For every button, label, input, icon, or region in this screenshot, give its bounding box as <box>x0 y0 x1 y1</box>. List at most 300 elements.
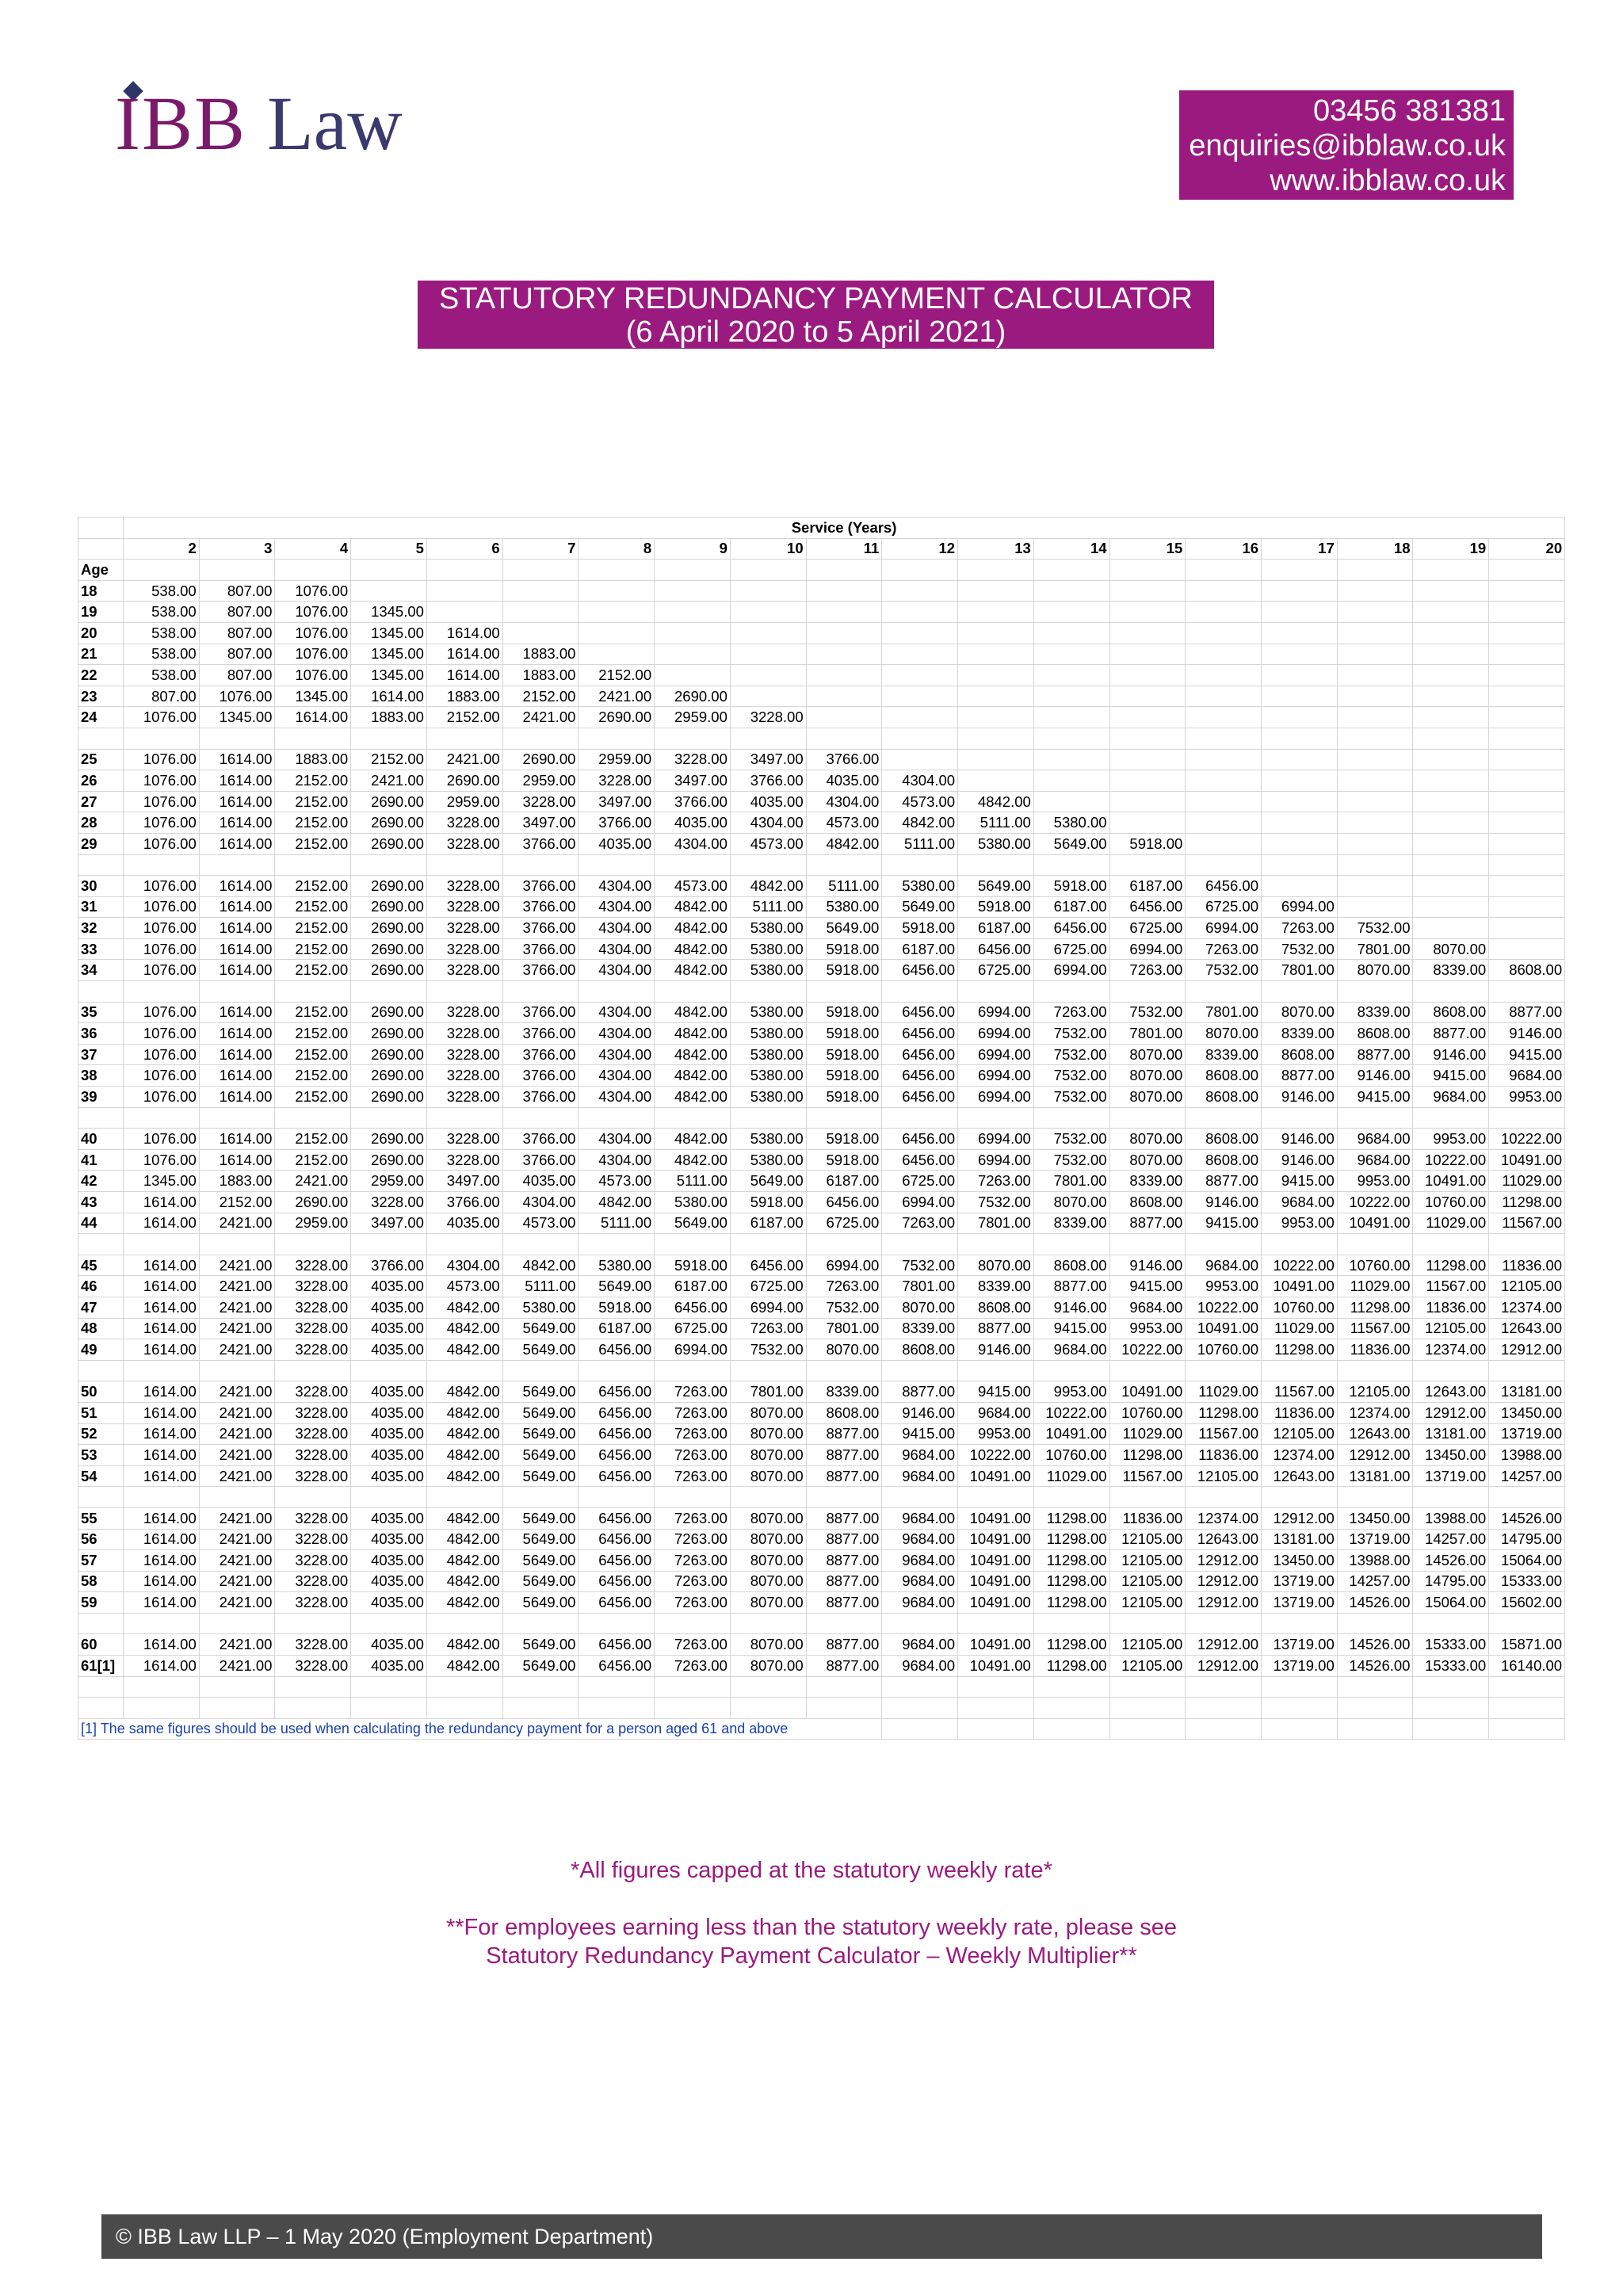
payment-cell: 1076.00 <box>124 960 200 981</box>
age-cell: 40 <box>78 1129 124 1150</box>
empty-cell <box>1413 728 1489 749</box>
payment-cell: 1883.00 <box>275 749 351 770</box>
payment-cell: 11298.00 <box>1489 1192 1565 1213</box>
contact-email[interactable]: enquiries@ibblaw.co.uk <box>1189 129 1506 162</box>
contact-website[interactable]: www.ibblaw.co.uk <box>1270 164 1506 197</box>
payment-cell: 8877.00 <box>806 1423 882 1445</box>
payment-cell: 13181.00 <box>1489 1381 1565 1403</box>
payment-cell <box>1413 602 1489 623</box>
payment-cell <box>1413 770 1489 792</box>
payment-cell <box>1262 602 1338 623</box>
payment-cell: 4035.00 <box>351 1339 427 1361</box>
payment-cell: 6456.00 <box>579 1445 655 1466</box>
payment-cell: 9684.00 <box>958 1402 1034 1423</box>
payment-cell: 4842.00 <box>655 1044 731 1065</box>
payment-cell: 10222.00 <box>1262 1255 1338 1276</box>
year-header-cell: 18 <box>1337 538 1413 560</box>
payment-cell: 4842.00 <box>502 1255 579 1276</box>
payment-cell: 5918.00 <box>730 1192 806 1213</box>
empty-cell <box>275 981 351 1003</box>
payment-cell: 8070.00 <box>730 1656 806 1677</box>
payment-cell: 2959.00 <box>275 1213 351 1234</box>
payment-cell <box>1109 791 1186 812</box>
payment-cell: 8608.00 <box>1186 1149 1262 1171</box>
payment-cell: 13988.00 <box>1413 1507 1489 1529</box>
payment-cell <box>1413 791 1489 812</box>
payment-cell: 8877.00 <box>806 1634 882 1656</box>
empty-cell <box>275 560 351 581</box>
payment-cell: 1614.00 <box>124 1213 200 1234</box>
empty-cell <box>78 1698 124 1719</box>
payment-cell <box>806 602 882 623</box>
year-header-cell: 8 <box>579 538 655 560</box>
payment-cell: 5649.00 <box>502 1381 579 1403</box>
table-row <box>78 938 1565 960</box>
payment-cell: 4035.00 <box>351 1592 427 1614</box>
empty-cell <box>655 560 731 581</box>
payment-cell: 11298.00 <box>1033 1507 1109 1529</box>
payment-cell: 14526.00 <box>1337 1592 1413 1614</box>
payment-cell: 12105.00 <box>1109 1656 1186 1677</box>
payment-cell: 1076.00 <box>275 644 351 665</box>
empty-cell <box>730 728 806 749</box>
payment-cell <box>882 580 958 602</box>
payment-cell <box>1489 644 1565 665</box>
empty-cell <box>1413 1234 1489 1255</box>
payment-cell <box>1337 622 1413 644</box>
payment-cell <box>882 707 958 728</box>
age-cell: 38 <box>78 1065 124 1087</box>
payment-cell: 12105.00 <box>1489 1276 1565 1297</box>
empty-cell <box>1109 981 1186 1003</box>
payment-cell: 5380.00 <box>730 918 806 939</box>
payment-cell: 6725.00 <box>1033 938 1109 960</box>
age-cell: 61[1] <box>78 1656 124 1677</box>
payment-cell: 8877.00 <box>806 1571 882 1592</box>
payment-cell <box>730 602 806 623</box>
empty-cell <box>78 1676 124 1698</box>
empty-cell <box>730 1676 806 1698</box>
payment-cell: 8877.00 <box>806 1592 882 1614</box>
payment-cell: 4842.00 <box>655 896 731 918</box>
empty-cell <box>806 560 882 581</box>
empty-cell <box>806 981 882 1003</box>
payment-cell <box>1337 896 1413 918</box>
payment-cell: 9415.00 <box>1337 1087 1413 1108</box>
payment-cell: 1883.00 <box>426 686 502 707</box>
payment-cell: 9953.00 <box>1413 1129 1489 1150</box>
empty-cell <box>1033 1718 1109 1740</box>
payment-cell: 11029.00 <box>1337 1276 1413 1297</box>
title-line-2: (6 April 2020 to 5 April 2021) <box>625 315 1006 349</box>
payment-cell: 1076.00 <box>124 1149 200 1171</box>
payment-cell <box>1109 602 1186 623</box>
payment-cell <box>1033 622 1109 644</box>
payment-cell: 2421.00 <box>199 1381 275 1403</box>
payment-cell: 1345.00 <box>351 622 427 644</box>
payment-cell: 13719.00 <box>1262 1634 1338 1656</box>
empty-cell <box>655 1234 731 1255</box>
payment-cell: 6456.00 <box>579 1423 655 1445</box>
table-row <box>78 580 1565 602</box>
age-cell: 46 <box>78 1276 124 1297</box>
payment-cell: 5111.00 <box>579 1213 655 1234</box>
payment-cell: 4304.00 <box>579 1129 655 1150</box>
empty-cell <box>579 1613 655 1634</box>
table-row <box>78 665 1565 686</box>
payment-cell <box>1033 749 1109 770</box>
payment-cell: 11836.00 <box>1186 1445 1262 1466</box>
payment-cell: 2152.00 <box>275 896 351 918</box>
empty-cell <box>1337 1107 1413 1129</box>
payment-cell: 11298.00 <box>1033 1634 1109 1656</box>
payment-cell: 5649.00 <box>502 1465 579 1487</box>
payment-cell: 2690.00 <box>351 960 427 981</box>
payment-cell: 4573.00 <box>655 876 731 897</box>
year-header-cell: 15 <box>1109 538 1186 560</box>
payment-cell: 2690.00 <box>655 686 731 707</box>
payment-cell: 6456.00 <box>882 1023 958 1045</box>
year-header-cell: 14 <box>1033 538 1109 560</box>
empty-cell <box>882 1487 958 1508</box>
payment-cell: 13719.00 <box>1337 1529 1413 1550</box>
payment-cell: 3228.00 <box>426 1002 502 1023</box>
payment-cell: 2690.00 <box>351 833 427 854</box>
payment-cell: 8070.00 <box>1413 938 1489 960</box>
payment-cell: 8339.00 <box>1413 960 1489 981</box>
payment-cell: 13181.00 <box>1337 1465 1413 1487</box>
payment-cell: 7532.00 <box>1186 960 1262 981</box>
payment-cell: 8070.00 <box>1262 1002 1338 1023</box>
empty-cell <box>1109 1360 1186 1381</box>
payment-cell: 3766.00 <box>502 896 579 918</box>
age-cell: 50 <box>78 1381 124 1403</box>
empty-cell <box>1186 1360 1262 1381</box>
payment-cell: 4842.00 <box>426 1445 502 1466</box>
payment-cell: 2421.00 <box>502 707 579 728</box>
payment-cell: 4304.00 <box>426 1255 502 1276</box>
year-header-cell: 13 <box>958 538 1034 560</box>
payment-cell: 4842.00 <box>426 1592 502 1614</box>
payment-cell: 7801.00 <box>806 1318 882 1339</box>
empty-cell <box>958 1487 1034 1508</box>
payment-cell: 4842.00 <box>426 1465 502 1487</box>
year-header-cell: 16 <box>1186 538 1262 560</box>
payment-cell: 10222.00 <box>1413 1149 1489 1171</box>
payment-cell: 4035.00 <box>351 1634 427 1656</box>
payment-cell: 1883.00 <box>502 644 579 665</box>
empty-cell <box>502 1676 579 1698</box>
payment-cell: 2690.00 <box>351 1002 427 1023</box>
payment-cell: 2421.00 <box>199 1213 275 1234</box>
payment-cell <box>1033 770 1109 792</box>
payment-cell: 6456.00 <box>1109 896 1186 918</box>
payment-cell: 7263.00 <box>655 1381 731 1403</box>
empty-cell <box>1186 981 1262 1003</box>
payment-cell: 13450.00 <box>1489 1402 1565 1423</box>
payment-cell: 4573.00 <box>426 1276 502 1297</box>
payment-cell: 10760.00 <box>1262 1297 1338 1318</box>
table-row <box>78 1023 1565 1045</box>
empty-cell <box>806 1676 882 1698</box>
payment-cell: 7263.00 <box>655 1423 731 1445</box>
payment-cell: 807.00 <box>199 644 275 665</box>
table-row <box>78 1318 1565 1339</box>
empty-cell <box>730 854 806 876</box>
payment-cell: 15333.00 <box>1413 1634 1489 1656</box>
payment-cell: 5111.00 <box>502 1276 579 1297</box>
payment-cell: 9415.00 <box>1489 1044 1565 1065</box>
age-label: Age <box>78 560 124 581</box>
payment-cell: 9684.00 <box>882 1507 958 1529</box>
empty-cell <box>1109 854 1186 876</box>
payment-cell: 10491.00 <box>1186 1318 1262 1339</box>
payment-cell: 1614.00 <box>199 770 275 792</box>
payment-cell: 11298.00 <box>1337 1297 1413 1318</box>
payment-cell: 1883.00 <box>199 1171 275 1192</box>
age-cell: 59 <box>78 1592 124 1614</box>
payment-cell: 3766.00 <box>502 1065 579 1087</box>
payment-cell <box>1033 644 1109 665</box>
payment-cell: 4035.00 <box>579 833 655 854</box>
payment-cell: 8877.00 <box>958 1318 1034 1339</box>
empty-cell <box>1489 1613 1565 1634</box>
empty-cell <box>1262 1613 1338 1634</box>
payment-cell <box>1413 665 1489 686</box>
table-row <box>78 686 1565 707</box>
empty-cell <box>1337 728 1413 749</box>
payment-cell: 3766.00 <box>502 1023 579 1045</box>
empty-cell <box>1109 1718 1186 1740</box>
payment-cell: 1614.00 <box>426 622 502 644</box>
empty-cell <box>882 1234 958 1255</box>
payment-cell <box>1489 622 1565 644</box>
payment-cell: 6994.00 <box>958 1002 1034 1023</box>
payment-cell: 1614.00 <box>199 812 275 834</box>
payment-cell: 2690.00 <box>351 812 427 834</box>
payment-cell: 2421.00 <box>199 1656 275 1677</box>
payment-cell: 4304.00 <box>579 1044 655 1065</box>
empty-cell <box>124 728 200 749</box>
payment-cell: 8070.00 <box>730 1634 806 1656</box>
empty-cell <box>1489 1360 1565 1381</box>
payment-cell: 4842.00 <box>426 1297 502 1318</box>
payment-cell: 9953.00 <box>1262 1213 1338 1234</box>
payment-cell: 5918.00 <box>806 1002 882 1023</box>
payment-cell: 5649.00 <box>502 1634 579 1656</box>
year-header-cell: 7 <box>502 538 579 560</box>
payment-cell: 4035.00 <box>351 1445 427 1466</box>
payment-cell: 8070.00 <box>806 1339 882 1361</box>
payment-cell: 2421.00 <box>199 1634 275 1656</box>
payment-cell: 6725.00 <box>958 960 1034 981</box>
payment-cell: 4035.00 <box>351 1381 427 1403</box>
payment-cell: 9684.00 <box>1413 1087 1489 1108</box>
empty-cell <box>579 1234 655 1255</box>
payment-cell: 3766.00 <box>502 1129 579 1150</box>
empty-cell <box>124 1360 200 1381</box>
payment-cell <box>882 665 958 686</box>
empty-cell <box>1489 560 1565 581</box>
payment-cell: 6456.00 <box>882 960 958 981</box>
payment-cell: 7263.00 <box>655 1465 731 1487</box>
payment-cell: 4573.00 <box>579 1171 655 1192</box>
payment-cell: 3228.00 <box>275 1656 351 1677</box>
payment-cell: 2959.00 <box>655 707 731 728</box>
payment-cell <box>730 644 806 665</box>
ibb-law-logo <box>115 76 403 179</box>
table-row <box>78 1445 1565 1466</box>
payment-cell: 13181.00 <box>1262 1529 1338 1550</box>
payment-cell: 7263.00 <box>806 1276 882 1297</box>
payment-cell: 10491.00 <box>958 1592 1034 1614</box>
empty-cell <box>1186 1613 1262 1634</box>
empty-cell <box>579 1360 655 1381</box>
payment-cell <box>1413 707 1489 728</box>
payment-cell: 10491.00 <box>958 1550 1034 1572</box>
payment-cell: 4842.00 <box>426 1423 502 1445</box>
payment-cell <box>1262 791 1338 812</box>
payment-cell: 14795.00 <box>1413 1571 1489 1592</box>
payment-cell <box>1186 665 1262 686</box>
payment-cell <box>958 770 1034 792</box>
payment-cell: 9146.00 <box>1262 1129 1338 1150</box>
payment-cell: 1076.00 <box>124 812 200 834</box>
payment-cell: 5649.00 <box>502 1550 579 1572</box>
payment-cell: 4304.00 <box>730 812 806 834</box>
empty-cell <box>275 1234 351 1255</box>
empty-cell <box>124 1676 200 1698</box>
payment-cell: 3228.00 <box>275 1339 351 1361</box>
payment-cell: 6456.00 <box>579 1339 655 1361</box>
empty-cell <box>1186 728 1262 749</box>
payment-cell: 2959.00 <box>426 791 502 812</box>
payment-cell: 8070.00 <box>730 1445 806 1466</box>
payment-cell <box>958 580 1034 602</box>
payment-cell: 2421.00 <box>199 1318 275 1339</box>
payment-cell <box>1186 812 1262 834</box>
empty-cell <box>351 560 427 581</box>
payment-cell: 2421.00 <box>199 1592 275 1614</box>
payment-cell: 9684.00 <box>882 1656 958 1677</box>
empty-cell <box>882 1698 958 1719</box>
payment-cell: 6456.00 <box>579 1507 655 1529</box>
payment-cell: 2959.00 <box>502 770 579 792</box>
payment-cell: 2152.00 <box>275 1002 351 1023</box>
payment-cell: 6456.00 <box>806 1192 882 1213</box>
table-row <box>78 1213 1565 1234</box>
payment-cell <box>730 580 806 602</box>
empty-cell <box>1033 728 1109 749</box>
payment-cell: 2690.00 <box>351 938 427 960</box>
empty-cell <box>275 1613 351 1634</box>
payment-cell: 8608.00 <box>1186 1129 1262 1150</box>
payment-cell <box>502 602 579 623</box>
payment-cell: 2421.00 <box>199 1423 275 1445</box>
payment-cell: 1076.00 <box>124 1044 200 1065</box>
payment-cell: 2421.00 <box>351 770 427 792</box>
payment-cell: 12643.00 <box>1262 1465 1338 1487</box>
payment-cell: 15333.00 <box>1413 1656 1489 1677</box>
payment-cell: 2421.00 <box>199 1276 275 1297</box>
payment-cell <box>579 622 655 644</box>
payment-cell: 12374.00 <box>1186 1507 1262 1529</box>
empty-cell <box>1337 1613 1413 1634</box>
payment-cell: 8339.00 <box>958 1276 1034 1297</box>
payment-cell: 2421.00 <box>199 1297 275 1318</box>
payment-cell <box>1489 602 1565 623</box>
payment-cell: 1614.00 <box>124 1255 200 1276</box>
table-row <box>78 1339 1565 1361</box>
payment-cell <box>655 665 731 686</box>
payment-cell: 1076.00 <box>124 896 200 918</box>
payment-cell: 7263.00 <box>655 1402 731 1423</box>
payment-cell <box>1033 791 1109 812</box>
empty-cell <box>1262 1718 1338 1740</box>
payment-cell: 9146.00 <box>1109 1255 1186 1276</box>
payment-cell: 5649.00 <box>579 1276 655 1297</box>
payment-cell: 8070.00 <box>730 1571 806 1592</box>
payment-cell: 5111.00 <box>730 896 806 918</box>
payment-cell: 4842.00 <box>655 1002 731 1023</box>
payment-cell: 9684.00 <box>882 1445 958 1466</box>
table-row <box>78 622 1565 644</box>
payment-cell <box>1262 622 1338 644</box>
payment-cell: 4842.00 <box>426 1571 502 1592</box>
empty-cell <box>958 560 1034 581</box>
empty-cell <box>579 728 655 749</box>
payment-cell: 1076.00 <box>124 1023 200 1045</box>
payment-cell: 10222.00 <box>1186 1297 1262 1318</box>
age-cell: 30 <box>78 876 124 897</box>
payment-cell <box>1262 812 1338 834</box>
empty-cell <box>579 1676 655 1698</box>
age-cell: 37 <box>78 1044 124 1065</box>
age-cell: 47 <box>78 1297 124 1318</box>
payment-cell: 7263.00 <box>1186 938 1262 960</box>
empty-cell <box>124 1487 200 1508</box>
payment-cell: 2152.00 <box>275 1044 351 1065</box>
payment-cell: 1614.00 <box>124 1297 200 1318</box>
payment-cell: 6456.00 <box>882 1129 958 1150</box>
year-header-cell: 20 <box>1489 538 1565 560</box>
empty-cell <box>426 1487 502 1508</box>
payment-cell: 3766.00 <box>730 770 806 792</box>
payment-cell: 11836.00 <box>1413 1297 1489 1318</box>
age-cell: 21 <box>78 644 124 665</box>
payment-cell: 8608.00 <box>1033 1255 1109 1276</box>
payment-cell: 5649.00 <box>502 1339 579 1361</box>
empty-cell <box>882 1613 958 1634</box>
table-row <box>78 1634 1565 1656</box>
payment-cell: 807.00 <box>199 602 275 623</box>
payment-cell: 5380.00 <box>502 1297 579 1318</box>
payment-cell: 1345.00 <box>199 707 275 728</box>
payment-cell: 10760.00 <box>1186 1339 1262 1361</box>
payment-cell: 14257.00 <box>1489 1465 1565 1487</box>
payment-cell: 6994.00 <box>958 1065 1034 1087</box>
empty-cell <box>78 1613 124 1634</box>
payment-cell: 9146.00 <box>1337 1065 1413 1087</box>
payment-cell: 1614.00 <box>124 1445 200 1466</box>
empty-cell <box>351 1698 427 1719</box>
payment-cell: 4842.00 <box>426 1550 502 1572</box>
empty-cell <box>78 1487 124 1508</box>
payment-cell: 6994.00 <box>1186 918 1262 939</box>
payment-cell: 7532.00 <box>730 1339 806 1361</box>
age-cell: 25 <box>78 749 124 770</box>
payment-cell: 8608.00 <box>1109 1192 1186 1213</box>
